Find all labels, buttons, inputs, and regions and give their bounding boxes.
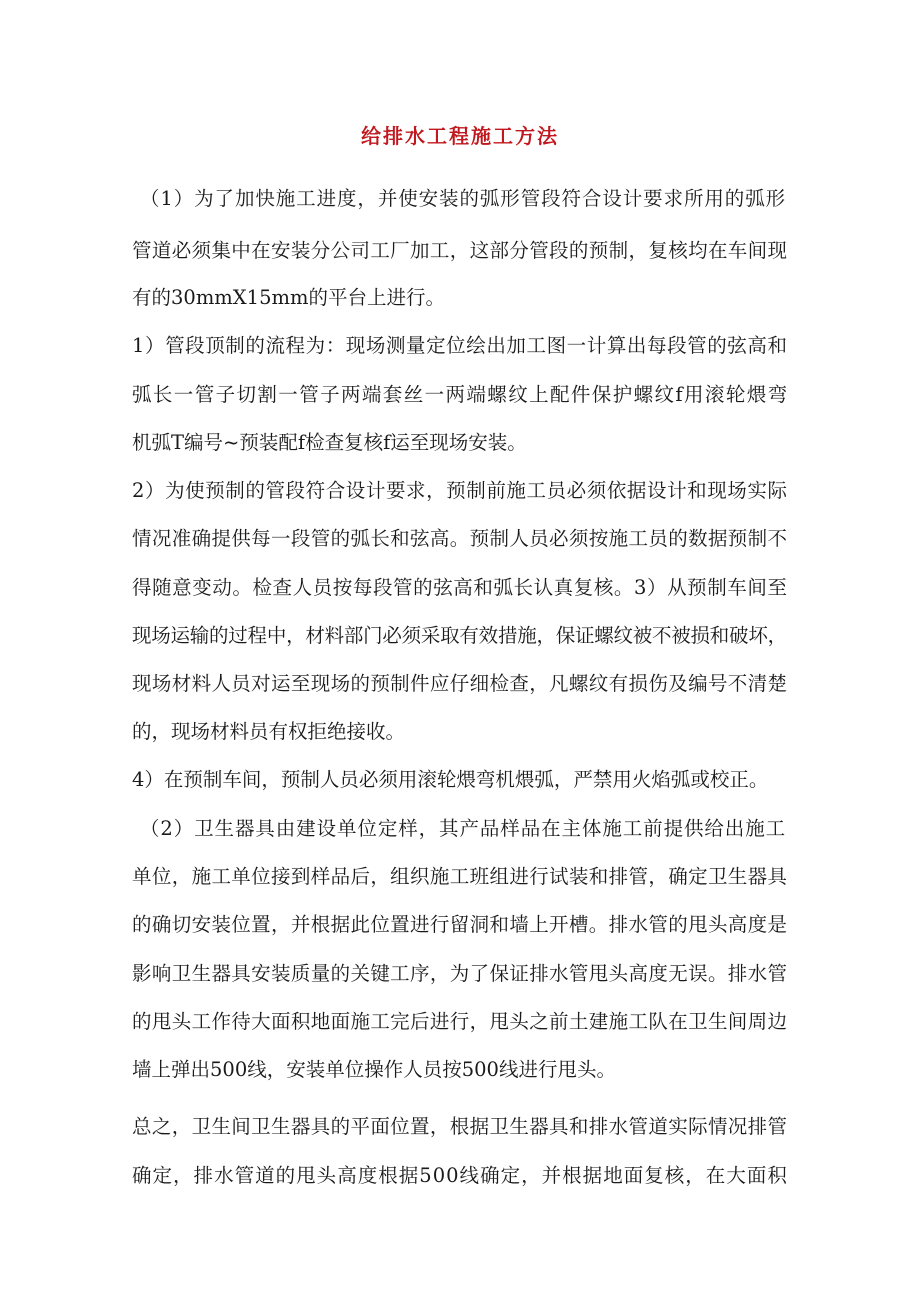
body-line: 现场材料人员对运至现场的预制件应仔细检查，凡螺纹有损伤及编号不清楚 <box>132 672 788 695</box>
body-line: 机弧T编号~预装配f检查复核f运至现场安装。 <box>132 431 527 454</box>
body-line: 单位，施工单位接到样品后，组织施工班组进行试装和排管，确定卫生器具 <box>132 865 788 888</box>
body-line: 情况准确提供每一段管的弧长和弦高。预制人员必须按施工员的数据预制不 <box>132 527 788 550</box>
body-line: 4）在预制车间，预制人员必须用滚轮煨弯机煨弧，严禁用火焰弧或校正。 <box>132 768 769 791</box>
body-line: 的甩头工作待大面积地面施工完后进行，甩头之前土建施工队在卫生间周边 <box>132 1010 788 1033</box>
body-line: 有的30mmX15mm的平台上进行。 <box>132 286 445 309</box>
body-line: 影响卫生器具安装质量的关键工序，为了保证排水管甩头高度无误。排水管 <box>132 962 788 985</box>
body-line: 得随意变动。检查人员按每段管的弦高和弧长认真复核。3）从预制车间至 <box>132 576 788 599</box>
body-line: 确定，排水管道的甩头高度根据500线确定，并根据地面复核，在大面积 <box>132 1164 788 1187</box>
body-line: 1）管段顶制的流程为：现场测量定位绘出加工图一计算出每段管的弦高和 <box>132 334 788 357</box>
body-line: 弧长一管子切割一管子两端套丝一两端螺纹上配件保护螺纹f用滚轮煨弯 <box>132 383 789 406</box>
body-line: 墙上弹出500线，安装单位操作人员按500线进行甩头。 <box>132 1058 616 1081</box>
body-line: 管道必须集中在安装分公司工厂加工，这部分管段的预制，复核均在车间现 <box>132 239 788 262</box>
body-line: 2）为使预制的管段符合设计要求，预制前施工员必须依据设计和现场实际 <box>132 479 788 502</box>
body-line: 的，现场材料员有权拒绝接收。 <box>132 720 406 743</box>
document-title: 给排水工程施工方法 <box>361 124 559 148</box>
body-line: 总之，卫生间卫生器具的平面位置，根据卫生器具和排水管道实际情况排管 <box>132 1115 788 1138</box>
body-line: 的确切安装位置，并根据此位置进行留洞和墙上开槽。排水管的甩头高度是 <box>132 913 788 936</box>
body-line: 现场运输的过程中，材料部门必须采取有效措施，保证螺纹被不被损和破坏， <box>132 624 787 647</box>
body-line: （1）为了加快施工进度，并使安装的弧形管段符合设计要求所用的弧形 <box>140 187 787 210</box>
body-line: （2）卫生器具由建设单位定样，其产品样品在主体施工前提供给出施工 <box>140 817 787 840</box>
